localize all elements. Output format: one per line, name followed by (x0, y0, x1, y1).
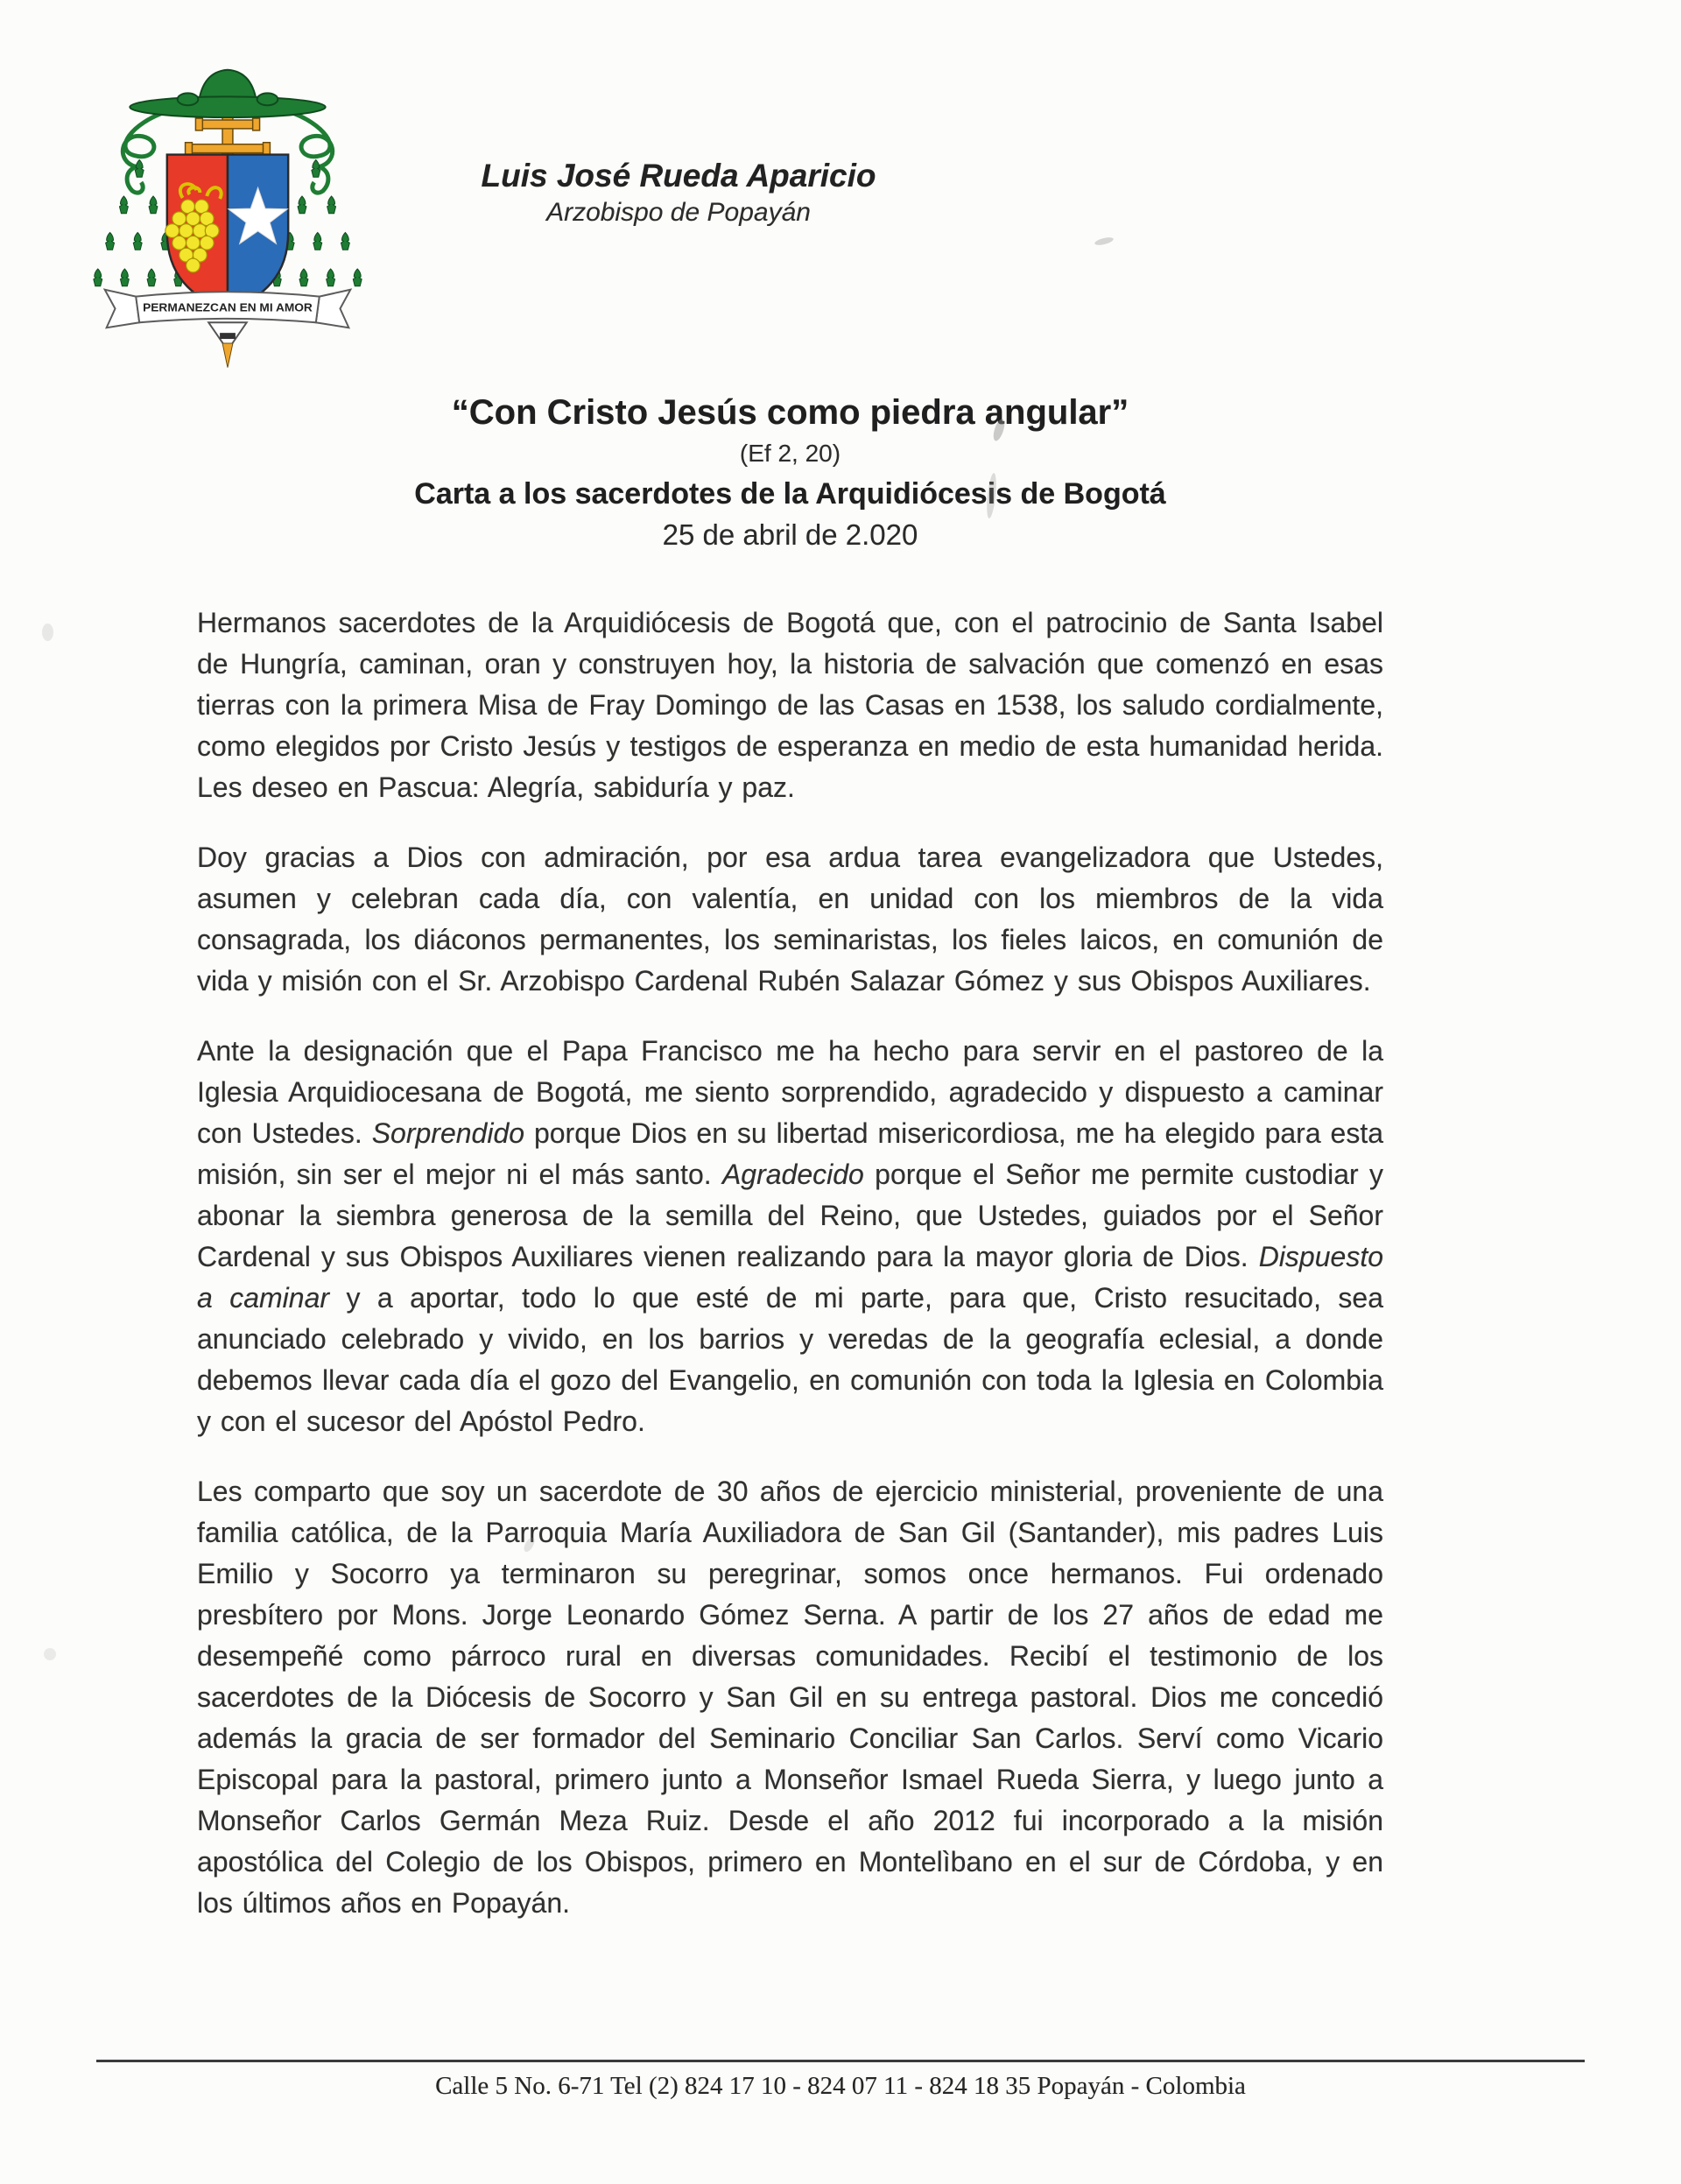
scan-artifact (42, 623, 53, 641)
scripture-reference: (Ef 2, 20) (739, 440, 841, 467)
letter-date: 25 de abril de 2.020 (662, 518, 918, 551)
cross-foot-icon (208, 322, 246, 367)
paragraph-run: Hermanos sacerdotes de la Arquidiócesis de Bogotá que, con el patrocinio de Santa Isabel de Hungría, caminan, oran y construyen hoy, la historia de salvación que comenzó en esas tierras con la primera Misa de Fray Domingo de las Casas en 1538, los saludo cordialmente, como elegidos por Cristo Jesús y testigos de esperanza en medio de esta humanidad herida. Les deseo en Pascua: Alegría, sabiduría y paz. (197, 607, 1383, 803)
paragraph-run: porque el Señor me permite custodiar y abonar la siembra generosa de la semilla del Reino, que Ustedes, guiados por el Señor Cardenal y sus Obispos Auxiliares vienen realizando para la mayor gloria de Dios. (197, 1159, 1384, 1272)
scan-artifact (44, 1648, 56, 1660)
author-name: Luis José Rueda Aparicio (481, 158, 876, 194)
paragraph-run: Les comparto que soy un sacerdote de 30 años de ejercicio ministerial, proveniente de una familia católica, de la Parroquia María Auxiliadora de San Gil (Santander), mis padres Luis Emilio y Socorro ya terminaron su peregrinar, somos once hermanos. Fui ordenado presbítero por Mons. Jorge Leonardo Gómez Serna. A partir de los 27 años de edad me desempeñé como párroco rural en diversas comunidades. Recibí el testimonio de los sacerdotes de la Diócesis de Socorro y San Gil en su entrega pastoral. Dios me concedió además la gracia de ser formador del Seminario Conciliar San Carlos. Serví como Vicario Episcopal para la pastoral, primero junto a Monseñor Ismael Rueda Sierra, y luego junto a Monseñor Carlos Germán Meza Ruiz. Desde el año 2012 fui incorporado a la misión apostólica del Colegio de los Obispos, primero en Montelìbano en el sur de Córdoba, y en los últimos años en Popayán. (197, 1476, 1383, 1919)
letterhead-name-block (197, 156, 1160, 229)
title-block (197, 391, 1383, 555)
author-title: Arzobispo de Popayán (546, 198, 811, 228)
paragraph (197, 602, 1383, 808)
paragraph-run: Agradecido (721, 1159, 864, 1190)
letter-subtitle: Carta a los sacerdotes de la Arquidiócesis de Bogotá (414, 477, 1166, 511)
paragraph (197, 837, 1383, 1002)
paragraph-run: Dispuesto a caminar (197, 1241, 1383, 1314)
scan-artifact (1094, 236, 1114, 246)
motto-text: PERMANEZCAN EN MI AMOR (143, 300, 313, 314)
paragraph (197, 1471, 1383, 1924)
letter-body (197, 602, 1383, 1953)
footer-divider (96, 2060, 1585, 2062)
footer-address: Calle 5 No. 6-71 Tel (2) 824 17 10 - 824 07 11 - 824 18 35 Popayán - Colombia (435, 2072, 1246, 2100)
paragraph-run: Sorprendido (371, 1117, 525, 1149)
paragraph (197, 1031, 1383, 1442)
paragraph-run: Ante la designación que el Papa Francisco me ha hecho para servir en el pastoreo de la Iglesia Arquidiocesana de Bogotá, me siento sorprendido, agradecido y dispuesto a caminar con Ustedes. (197, 1035, 1383, 1149)
paragraph-run: Doy gracias a Dios con admiración, por esa ardua tarea evangelizadora que Ustedes, asumen y celebran cada día, con valentía, en unidad con los miembros de la vida consagrada, los diáconos permanentes, los seminaristas, los fieles laicos, en comunión de vida y misión con el Sr. Arzobispo Cardenal Rubén Salazar Gómez y sus Obispos Auxiliares. (197, 842, 1383, 997)
paragraph-run: porque Dios en su libertad misericordiosa, me ha elegido para esta misión, sin ser el mejor ni el más santo. (197, 1117, 1384, 1190)
galero-icon (130, 70, 325, 117)
paragraph-run: y a aportar, todo lo que esté de mi parte, para que, Cristo resucitado, sea anunciado celebrado y vivido, en los barrios y veredas de la geografía eclesial, a donde debemos llevar cada día el gozo del Evangelio, en comunión con toda la Iglesia en Colombia y con el sucesor del Apóstol Pedro. (197, 1282, 1384, 1437)
letter-quote-title: “Con Cristo Jesús como piedra angular” (451, 393, 1129, 432)
